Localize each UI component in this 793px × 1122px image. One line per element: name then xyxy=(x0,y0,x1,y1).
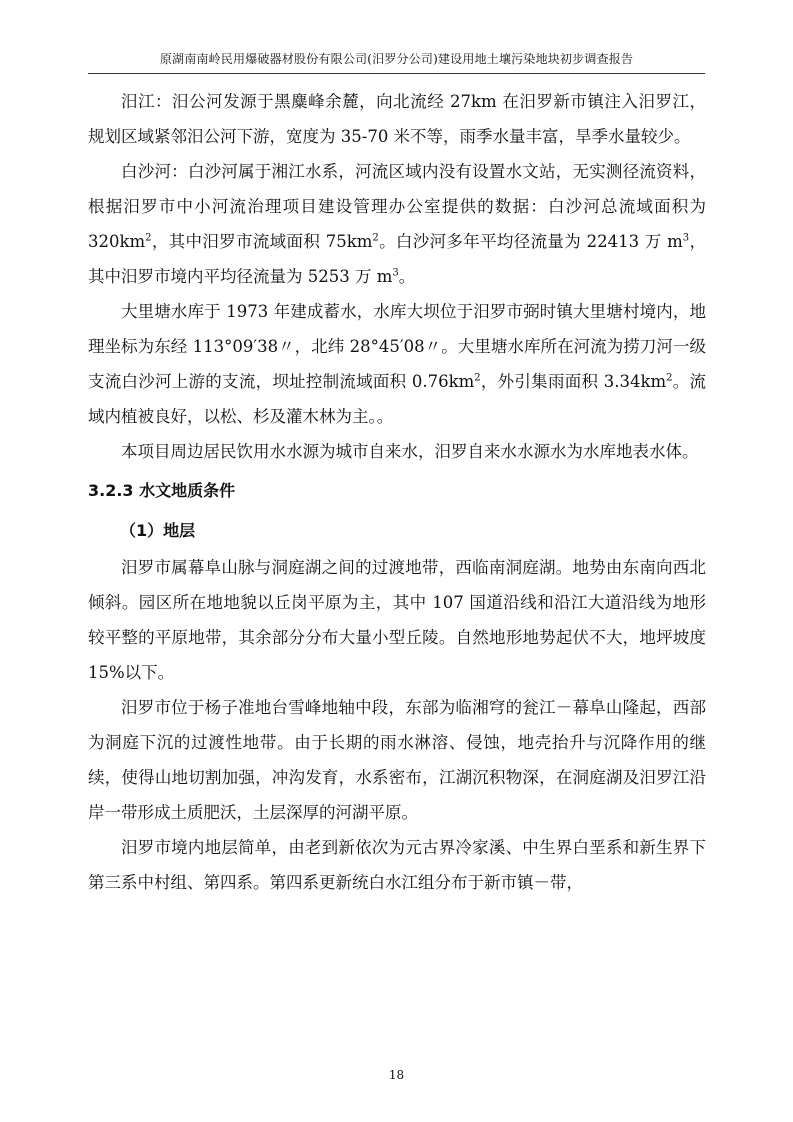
superscript: 2 xyxy=(145,232,152,244)
superscript: 2 xyxy=(666,372,673,384)
superscript: 3 xyxy=(682,232,690,244)
subsection-heading: （1）地层 xyxy=(120,521,196,540)
superscript: 2 xyxy=(474,372,481,384)
paragraph-dalitang-reservoir xyxy=(88,294,706,434)
page-header: 原湖南南岭民用爆破器材股份有限公司(汨罗分公司)建设用地土壤污染地块初步调查报告 xyxy=(88,50,705,74)
paragraph-baisha-river xyxy=(88,154,706,294)
superscript: 2 xyxy=(372,232,379,244)
text-run: 。白沙河多年平均径流量为 22413 万 m xyxy=(378,232,683,251)
paragraph-milo-river: 汨江：汨公河发源于黑麋峰余麓，向北流经 27km 在汨罗新市镇注入汨罗江，规划区域紧邻汨公河下游，宽度为 35-70 米不等，雨季水量丰富，旱季水量较少。 xyxy=(88,92,706,146)
text-run: ，其中汨罗市流域面积 75km xyxy=(151,232,373,251)
paragraph-strata: 汨罗市境内地层简单，由老到新依次为元古界冷家溪、中生界白垩系和新生界下第三系中村组、第四系。第四系更新统白水江组分布于新市镇－带， xyxy=(88,838,706,892)
text-run: ，外引集雨面积 3.34km xyxy=(480,372,667,391)
paragraph-water-source: 本项目周边居民饮用水水源为城市自来水，汨罗自来水水源水为水库地表水体。 xyxy=(121,442,699,461)
page-number: 18 xyxy=(388,1068,405,1082)
paragraph-geology: 汨罗市位于杨子准地台雪峰地轴中段，东部为临湘穹的瓮江－幕阜山隆起，西部为洞庭下沉的过渡性地带。由于长期的雨水淋溶、侵蚀，地壳抬升与沉降作用的继续，使得山地切割加强，冲沟发育，水系密布，江湖沉积物深，在洞庭湖及汨罗江沿岸一带形成土质肥沃，土层深厚的河湖平原。 xyxy=(88,698,706,822)
text-run: 。流域内植被良好，以松、杉及灌木林为主。。 xyxy=(88,372,706,426)
document-body xyxy=(88,84,706,900)
text-run: ，其中汨罗市境内平均径流量为 5253 万 m xyxy=(88,232,707,286)
superscript: 3 xyxy=(392,267,399,279)
section-heading: 3.2.3 水文地质条件 xyxy=(88,481,236,500)
paragraph-terrain: 汨罗市属幕阜山脉与洞庭湖之间的过渡地带，西临南洞庭湖。地势由东南向西北倾斜。园区所在地地貌以丘岗平原为主，其中 107 国道沿线和沿江大道沿线为地形较平整的平原地带，其余部分分布大量小型丘陵。自然地形地势起伏不大，地坪坡度 15%以下。 xyxy=(88,558,706,682)
text-run: 。 xyxy=(398,267,416,286)
text-run: 白沙河：白沙河属于湘江水系，河流区域内没有设置水文站，无实测径流资料，根据汨罗市中小河流治理项目建设管理办公室提供的数据：白沙河总流域面积为 320km xyxy=(88,162,706,251)
text-run: 大里塘水库于 1973 年建成蓄水，水库大坝位于汨罗市弼时镇大里塘村境内，地理坐标为东经 113°09′38〃，北纬 28°45′08〃。大里塘水库所在河流为捞刀河一级支流白沙河上游的支流，坝址控制流域面积 0.76km xyxy=(88,302,706,391)
